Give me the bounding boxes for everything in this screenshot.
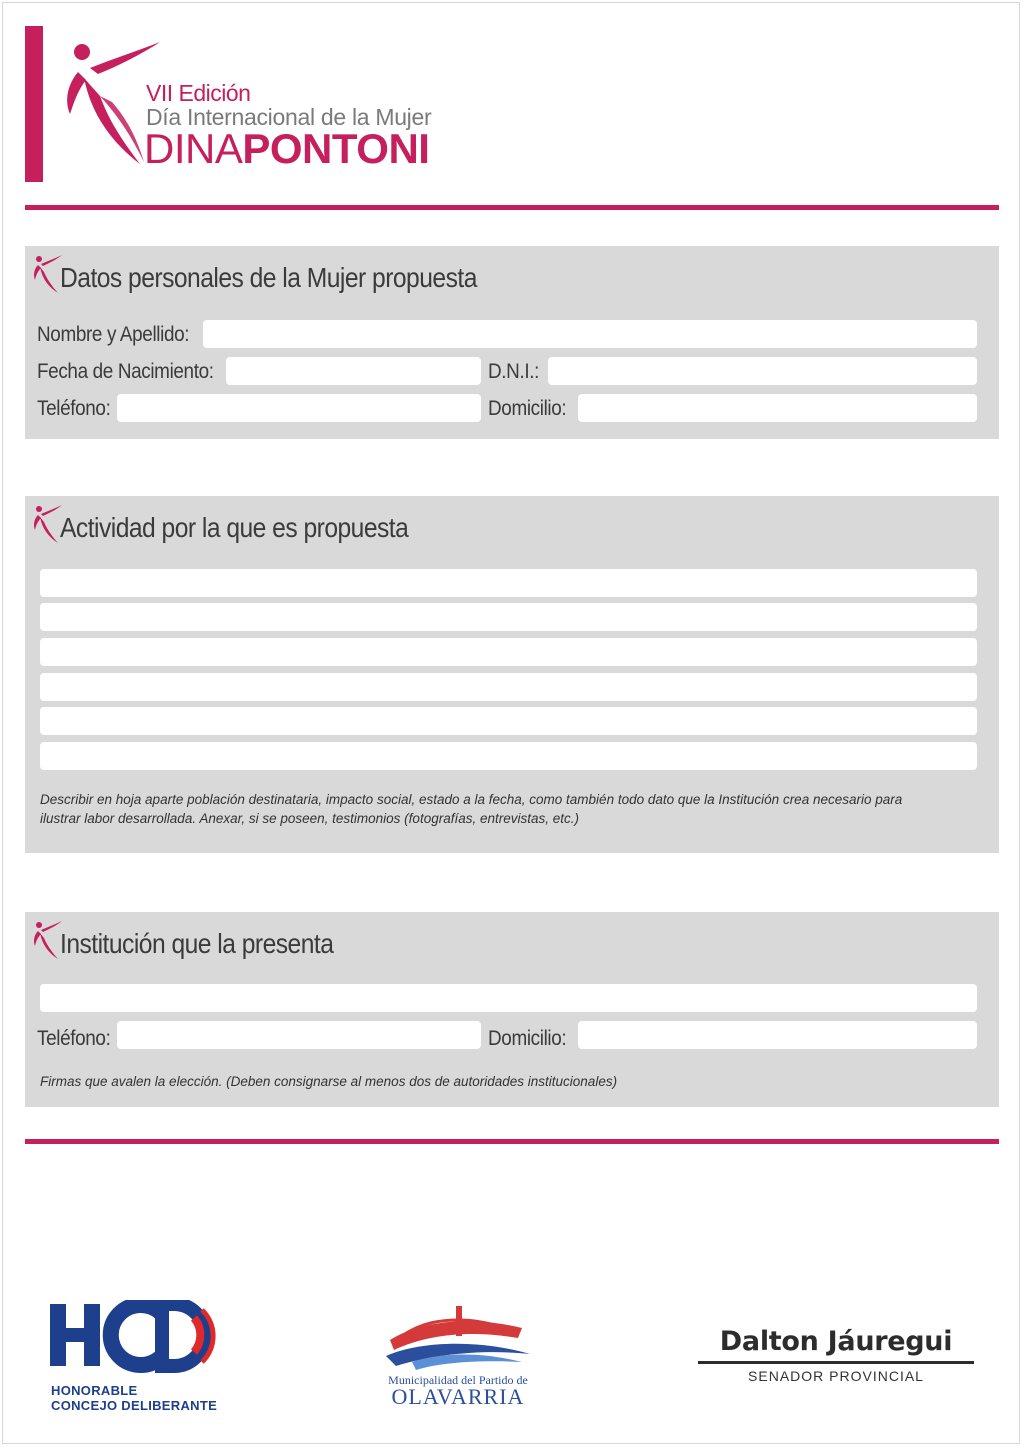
olavarria-emblem-icon	[382, 1300, 532, 1372]
dalton-divider	[698, 1361, 974, 1364]
phone-field[interactable]	[117, 394, 481, 422]
brand-title-bold: PONTONI	[242, 125, 430, 172]
institution-phone-label: Teléfono:	[37, 1027, 111, 1050]
dalton-role: SENADOR PROVINCIAL	[748, 1368, 924, 1384]
phone-label: Teléfono:	[37, 397, 111, 420]
brand-title-light: DINA	[144, 125, 243, 172]
activity-line-3[interactable]	[40, 638, 977, 666]
personal-data-title: Datos personales de la Mujer propuesta	[60, 262, 477, 293]
hcd-line-2: CONCEJO DELIBERANTE	[51, 1398, 218, 1413]
hcd-line-1: HONORABLE	[51, 1383, 138, 1398]
activity-note: Describir en hoja aparte población destinataria, impacto social, estado a la fecha, como también todo dato que la Institución crea necesario para ilustrar labor desarrollada. Anexar, si se poseen, testimonios (fotografías, entrevistas, etc.)	[40, 792, 903, 826]
bottom-divider	[25, 1139, 999, 1144]
event-name: Día Internacional de la Mujer	[146, 104, 432, 130]
hcd-logo-icon	[50, 1300, 230, 1380]
dni-field[interactable]	[548, 357, 977, 385]
activity-line-1[interactable]	[40, 569, 977, 597]
name-label: Nombre y Apellido:	[37, 323, 190, 346]
dalton-name: Dalton Jáuregui	[719, 1326, 953, 1357]
signatures-note: Firmas que avalen la elección. (Deben consignarse al menos dos de autoridades institucionales)	[40, 1074, 618, 1089]
header-accent-bar	[25, 26, 43, 182]
address-label: Domicilio:	[488, 397, 567, 420]
activity-line-2[interactable]	[40, 603, 977, 631]
name-field[interactable]	[203, 320, 977, 348]
activity-line-5[interactable]	[40, 707, 977, 735]
dni-label: D.N.I.:	[488, 360, 540, 383]
institution-name-field[interactable]	[40, 984, 977, 1012]
address-field[interactable]	[578, 394, 977, 422]
top-divider	[25, 205, 999, 210]
activity-title: Actividad por la que es propuesta	[60, 512, 409, 543]
olavarria-subtitle: Municipalidad del Partido de	[388, 1373, 528, 1387]
institution-address-label: Domicilio:	[488, 1027, 567, 1050]
birthdate-label: Fecha de Nacimiento:	[37, 360, 214, 383]
institution-title: Institución que la presenta	[60, 928, 334, 959]
brand-title	[144, 125, 430, 172]
institution-address-field[interactable]	[578, 1021, 977, 1049]
olavarria-title: OLAVARRIA	[391, 1384, 525, 1409]
institution-phone-field[interactable]	[117, 1021, 481, 1049]
edition-label: VII Edición	[146, 80, 251, 106]
activity-line-6[interactable]	[40, 742, 977, 770]
activity-line-4[interactable]	[40, 673, 977, 701]
birthdate-field[interactable]	[226, 357, 481, 385]
